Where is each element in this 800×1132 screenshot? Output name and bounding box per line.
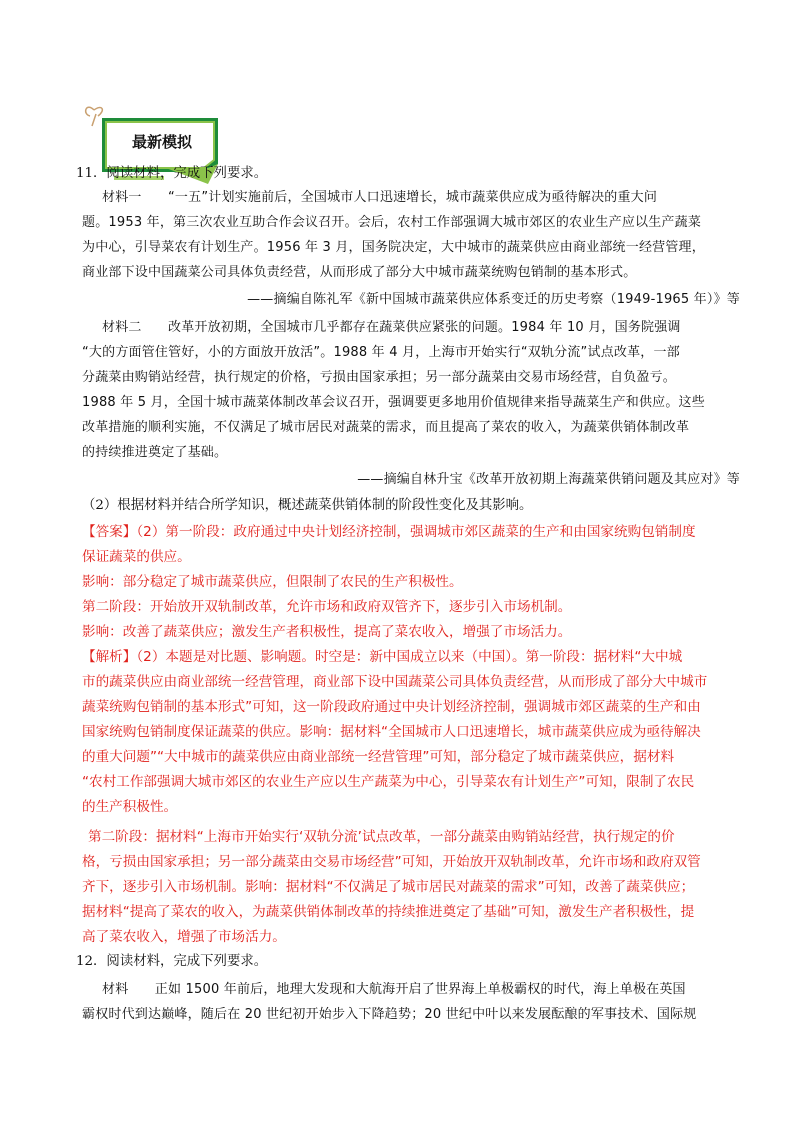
analysis-line: 市的蔬菜供应由商业部统一经营管理，商业部下设中国蔬菜公司具体负责经营，从而形成了部分大中城市 — [82, 674, 708, 690]
q11-material2-line: 的持续推进奠定了基础。 — [82, 445, 228, 460]
answer-line: 【答案】（2）第一阶段：政府通过中央计划经济控制，强调城市郊区蔬菜的生产和由国家统购包销制度 — [82, 524, 696, 540]
q11-material1-line: 商业部下设中国蔬菜公司具体负责经营，从而形成了部分大中城市蔬菜统购包销制的基本形式。 — [82, 265, 637, 280]
q11-material2-line: 改革措施的顺利实施，不仅满足了城市居民对蔬菜的需求，而且提高了菜农的收入，为蔬菜供销体制改革 — [82, 420, 690, 435]
analysis-line: 第二阶段：据材料“上海市开始实行‘双轨分流’试点改革，一部分蔬菜由购销站经营，执行规定的价 — [88, 829, 675, 845]
analysis-line: 的重大问题”“大中城市的蔬菜供应由商业部统一经营管理”可知，部分稳定了城市蔬菜供应，据材料 — [82, 749, 675, 765]
analysis-line: 齐下，逐步引入市场机制。影响：据材料“不仅满足了城市居民对蔬菜的需求”可知，改善了蔬菜供应； — [82, 879, 695, 895]
q12-prompt: 12．阅读材料，完成下列要求。 — [76, 954, 268, 969]
analysis-line: 【解析】（2）本题是对比题、影响题。时空是：新中国成立以来（中国）。第一阶段：据材料“大中城 — [82, 649, 683, 665]
analysis-line: 格，亏损由国家承担；另一部分蔬菜由交易市场经营”可知，开始放开双轨制改革，允许市场和政府双管 — [82, 854, 701, 870]
q12-material-line: 霸权时代到达巅峰，随后在 20 世纪初开始步入下降趋势；20 世纪中叶以来发展酝酿的军事技术、国际规 — [82, 1007, 697, 1022]
analysis-line: “农村工作部强调大城市郊区的农业生产应以生产蔬菜为中心，引导菜农有计划生产”可知，限制了农民 — [82, 774, 695, 790]
q11-source1: ——摘编自陈礼军《新中国城市蔬菜供应体系变迁的历史考察（1949-1965 年）》等 — [247, 292, 740, 307]
analysis-line: 高了菜农收入，增强了市场活力。 — [82, 929, 286, 945]
analysis-line: 据材料“提高了菜农的收入，为蔬菜供销体制改革的持续推进奠定了基础”可知，激发生产者积极性，提 — [82, 904, 695, 920]
q11-material2-line: “大的方面管住管好，小的方面放开放活”。1988 年 4 月，上海市开始实行“双轨分流”试点改革，一部 — [82, 345, 680, 360]
answer-line: 影响：改善了蔬菜供应；激发生产者积极性，提高了菜农收入，增强了市场活力。 — [82, 624, 572, 640]
badge-label: 最新模拟 — [131, 133, 192, 151]
q11-source2: ——摘编自林升宝《改革开放初期上海蔬菜供销问题及其应对》等 — [357, 472, 740, 487]
analysis-line: 的生产积极性。 — [82, 799, 178, 815]
answer-line: 保证蔬菜的供应。 — [82, 549, 191, 565]
q12-material-line: 材料 正如 1500 年前后，地理大发现和大航海开启了世界海上单极霸权的时代，海上单极在英国 — [102, 982, 686, 997]
q11-material2-line: 分蔬菜由购销站经营，执行规定的价格，亏损由国家承担；另一部分蔬菜由交易市场经营，自负盈亏。 — [82, 370, 677, 385]
q11-material1-line: 题。1953 年，第三次农业互助合作会议召开。会后，农村工作部强调大城市郊区的农业生产应以生产蔬菜 — [82, 215, 702, 230]
q11-material2-line: 材料二 改革开放初期，全国城市几乎都存在蔬菜供应紧张的问题。1984 年 10 月，国务院强调 — [102, 320, 681, 335]
answer-line: 第二阶段：开始放开双轨制改革，允许市场和政府双管齐下，逐步引入市场机制。 — [82, 599, 572, 615]
analysis-line: 国家统购包销制度保证蔬菜的供应。影响：据材料“全国城市人口迅速增长，城市蔬菜供应成为亟待解决 — [82, 724, 701, 740]
answer-line: 影响：部分稳定了城市蔬菜供应，但限制了农民的生产积极性。 — [82, 574, 463, 590]
q11-question: （2）根据材料并结合所学知识，概述蔬菜供销体制的阶段性变化及其影响。 — [82, 498, 533, 513]
q11-material1-line: 为中心，引导菜农有计划生产。1956 年 3 月，国务院决定，大中城市的蔬菜供应由商业部统一经营管理， — [82, 240, 705, 255]
q11-material1-line: 材料一 “一五”计划实施前后，全国城市人口迅速增长，城市蔬菜供应成为亟待解决的重大问 — [102, 190, 658, 205]
q11-prompt: 11．阅读材料，完成下列要求。 — [76, 166, 268, 181]
analysis-line: 蔬菜统购包销制的基本形式”可知，这一阶段政府通过中央计划经济控制，强调城市郊区蔬菜的生产和由 — [82, 699, 701, 715]
q11-material2-line: 1988 年 5 月，全国十城市蔬菜体制改革会议召开，强调要更多地用价值规律来指导蔬菜生产和供应。这些 — [82, 395, 705, 410]
